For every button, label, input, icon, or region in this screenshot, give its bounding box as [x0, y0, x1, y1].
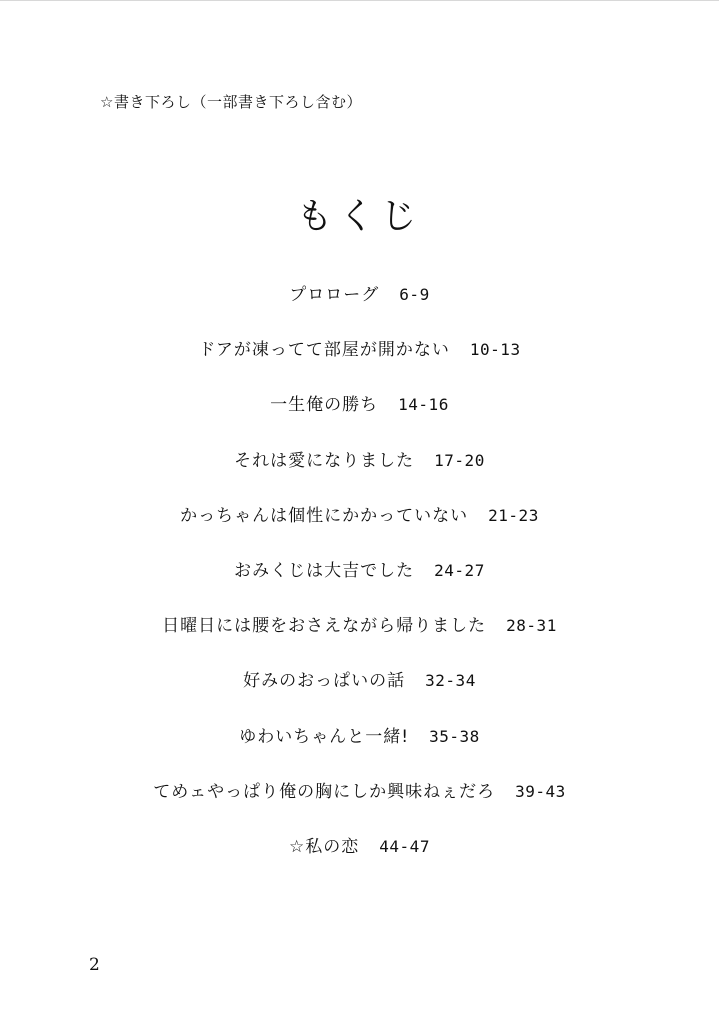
toc-entry-pages: 17-20 [434, 450, 485, 470]
toc-entry-title: それは愛になりました [234, 450, 415, 471]
toc-entry-pages: 28-31 [506, 616, 557, 636]
toc-entry-title: かっちゃんは個性にかかっていない [180, 505, 469, 526]
toc-entry-title: ドアが凍ってて部屋が開かない [198, 340, 450, 361]
toc-entry-pages: 10-13 [469, 340, 521, 360]
toc-entry-pages: 24-27 [434, 560, 485, 580]
toc-entry [0, 780, 719, 835]
toc-entry-title: 好みのおっぱいの話 [243, 671, 406, 692]
toc-entry-title: プロローグ [289, 285, 380, 305]
toc-entry [0, 338, 719, 393]
toc-entry-title: 日曜日には腰をおさえながら帰りました [162, 616, 487, 637]
toc-entry-pages: 44-47 [379, 836, 430, 856]
toc-entry-pages: 21-23 [488, 505, 539, 525]
toc-entry-title: おみくじは大吉でした [234, 560, 415, 581]
toc-entry-pages: 32-34 [425, 671, 476, 691]
toc-entry-pages: 14-16 [398, 395, 449, 415]
toc-entry [0, 393, 719, 448]
page-number: 2 [89, 955, 100, 975]
table-of-contents [0, 283, 719, 890]
toc-entry [0, 504, 719, 559]
toc-entry [0, 669, 719, 724]
toc-entry-title: 一生俺の勝ち [270, 395, 379, 416]
toc-entry-title: てめェやっぱり俺の胸にしか興味ねぇだろ [153, 781, 496, 802]
toc-entry-pages: 6-9 [399, 285, 430, 304]
page-title: もくじ [296, 196, 423, 237]
toc-entry [0, 614, 719, 669]
toc-entry-pages: 39-43 [515, 781, 566, 801]
toc-entry [0, 725, 719, 780]
toc-entry-pages: 35-38 [429, 726, 480, 746]
toc-entry [0, 835, 719, 890]
header-note: ☆書き下ろし（一部書き下ろし含む） [100, 93, 362, 111]
toc-entry [0, 559, 719, 614]
toc-entry-title: ☆私の恋 [289, 836, 360, 857]
top-border [0, 0, 719, 1]
toc-entry [0, 283, 719, 338]
toc-entry [0, 449, 719, 504]
toc-entry-title: ゆわいちゃんと一緒! [239, 726, 410, 747]
